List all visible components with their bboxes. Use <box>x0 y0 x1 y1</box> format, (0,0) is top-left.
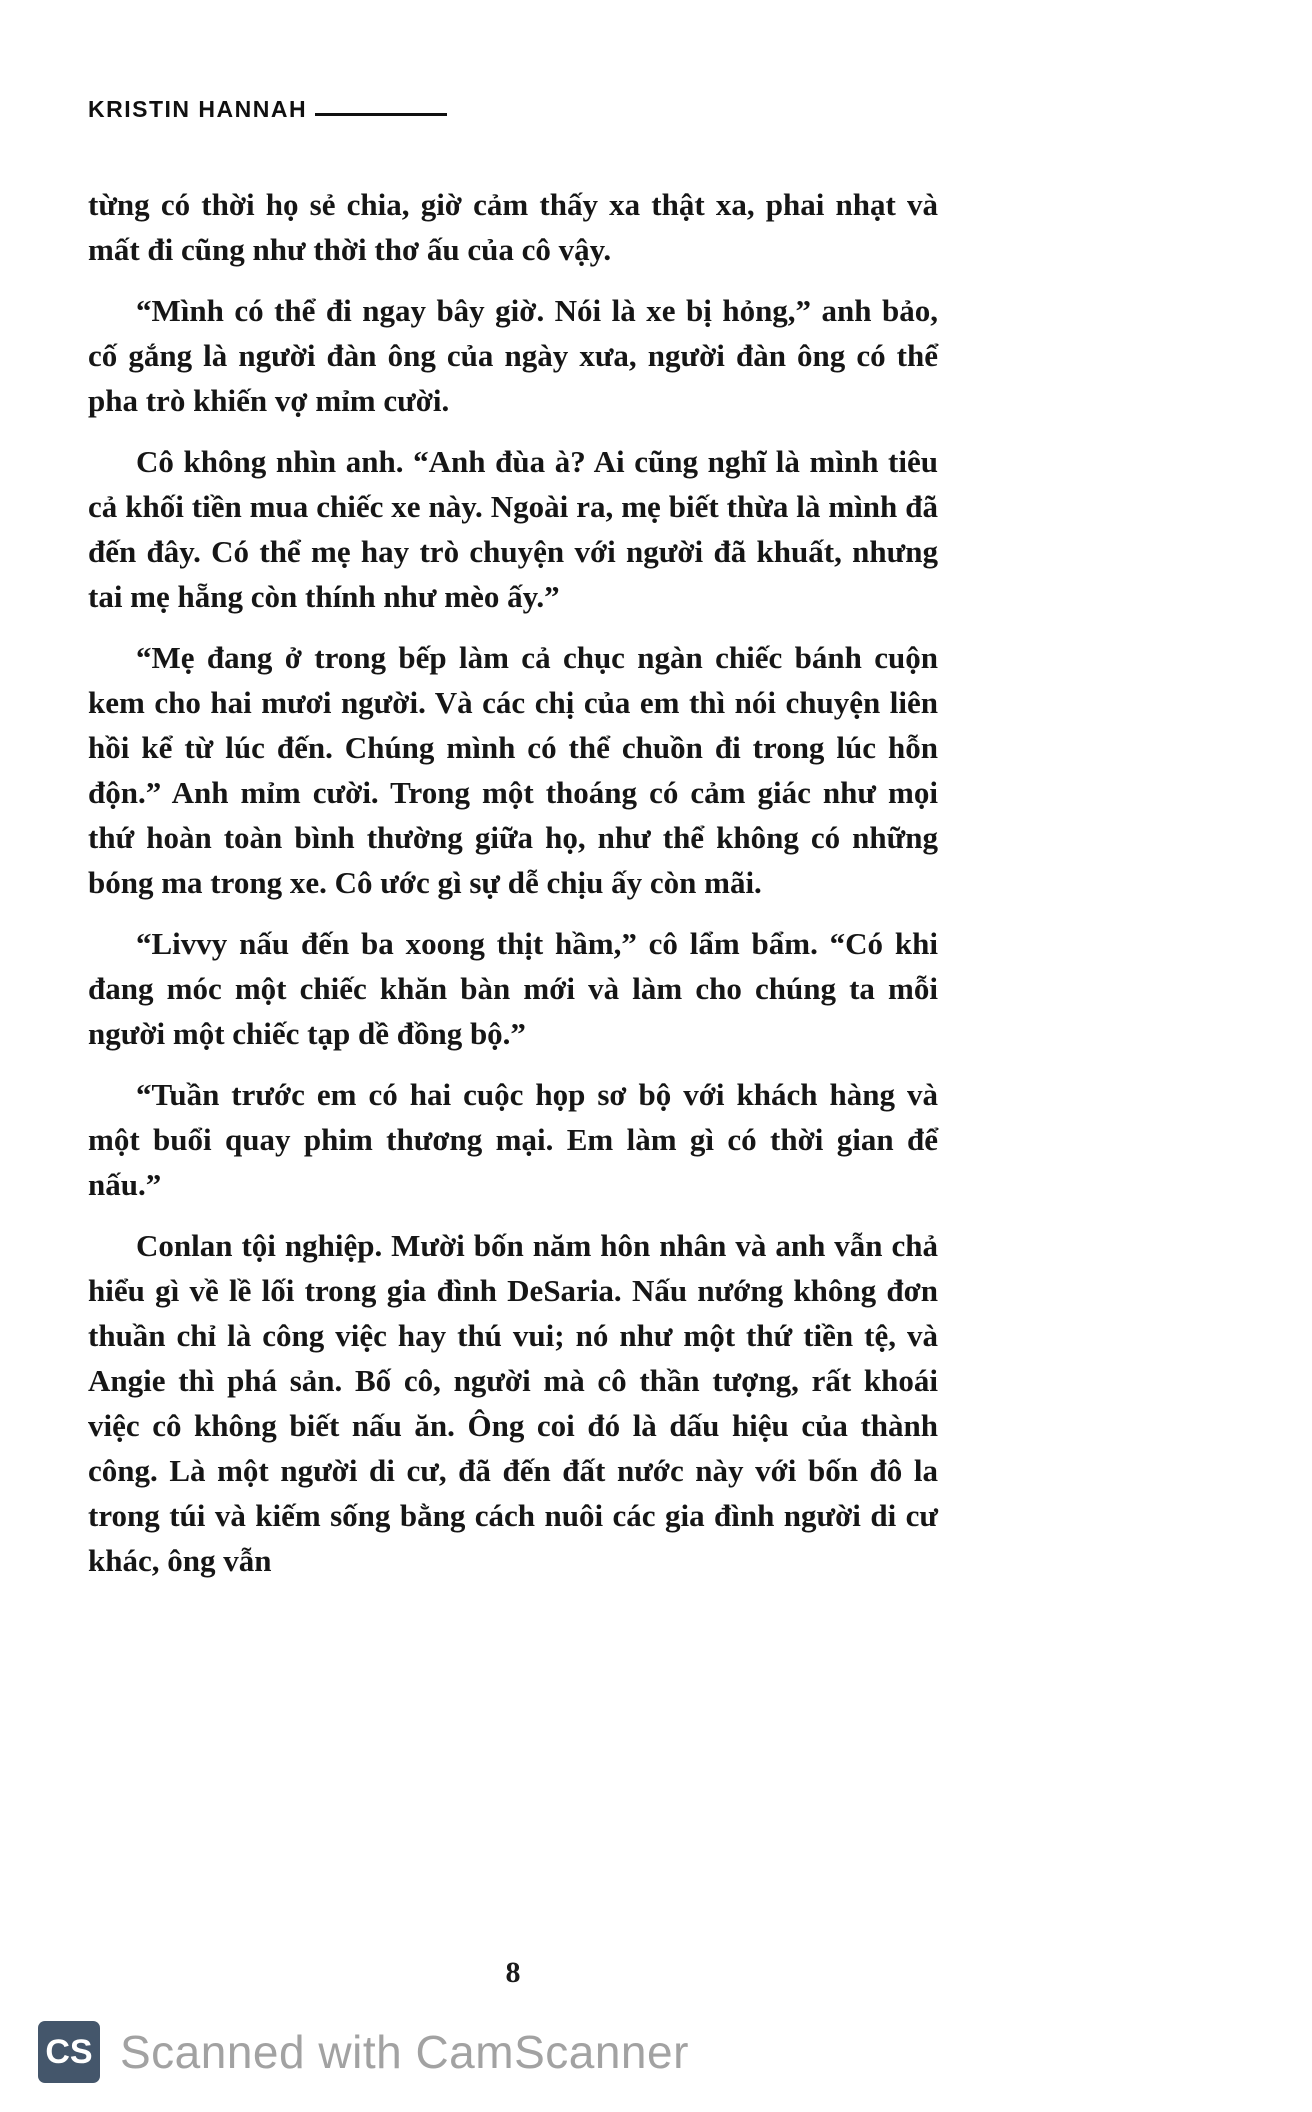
camscanner-text: Scanned with CamScanner <box>120 2026 689 2078</box>
paragraph: “Tuần trước em có hai cuộc họp sơ bộ với khách hàng và một buổi quay phim thương mại. Em làm gì có thời gian để nấu.” <box>88 1077 938 1202</box>
paragraph: Conlan tội nghiệp. Mười bốn năm hôn nhân và anh vẫn chả hiểu gì về lề lối trong gia đình DeSaria. Nấu nướng không đơn thuần chỉ là công việc hay thú vui; nó như một thứ tiền tệ, và Angie thì phá sản. Bố cô, người mà cô thần tượng, rất khoái việc cô không biết nấu ăn. Ông coi đó là dấu hiệu của thành công. Là một người di cư, đã đến đất nước này với bốn đô la trong túi và kiếm sống bằng cách nuôi các gia đình người di cư khác, ông vẫn <box>88 1228 938 1578</box>
camscanner-watermark <box>0 2008 1312 2096</box>
paragraph: “Livvy nấu đến ba xoong thịt hầm,” cô lẩm bẩm. “Có khi đang móc một chiếc khăn bàn mới và làm cho chúng ta mỗi người một chiếc tạp dề đồng bộ.” <box>88 926 938 1051</box>
paragraph: “Mẹ đang ở trong bếp làm cả chục ngàn chiếc bánh cuộn kem cho hai mươi người. Và các chị của em thì nói chuyện liên hồi kể từ lúc đến. Chúng mình có thể chuồn đi trong lúc hỗn độn.” Anh mỉm cười. Trong một thoáng có cảm giác như mọi thứ hoàn toàn bình thường giữa họ, như thể không có những bóng ma trong xe. Cô ước gì sự dễ chịu ấy còn mãi. <box>88 640 938 900</box>
header-rule <box>315 113 447 116</box>
page-body <box>88 182 938 1599</box>
paragraph: Cô không nhìn anh. “Anh đùa à? Ai cũng nghĩ là mình tiêu cả khối tiền mua chiếc xe này. Ngoài ra, mẹ biết thừa là mình đã đến đây. Có thể mẹ hay trò chuyện với người đã khuất, nhưng tai mẹ hẵng còn thính như mèo ấy.” <box>88 444 938 614</box>
paragraph: “Mình có thể đi ngay bây giờ. Nói là xe bị hỏng,” anh bảo, cố gắng là người đàn ông của ngày xưa, người đàn ông có thể pha trò khiến vợ mỉm cười. <box>88 293 938 418</box>
camscanner-logo-icon: CS <box>38 2021 100 2083</box>
page-number: 8 <box>505 1956 521 1989</box>
paragraph: từng có thời họ sẻ chia, giờ cảm thấy xa thật xa, phai nhạt và mất đi cũng như thời thơ ấu của cô vậy. <box>88 187 938 267</box>
author-name: KRISTIN HANNAH <box>88 96 308 122</box>
running-header <box>88 96 447 123</box>
